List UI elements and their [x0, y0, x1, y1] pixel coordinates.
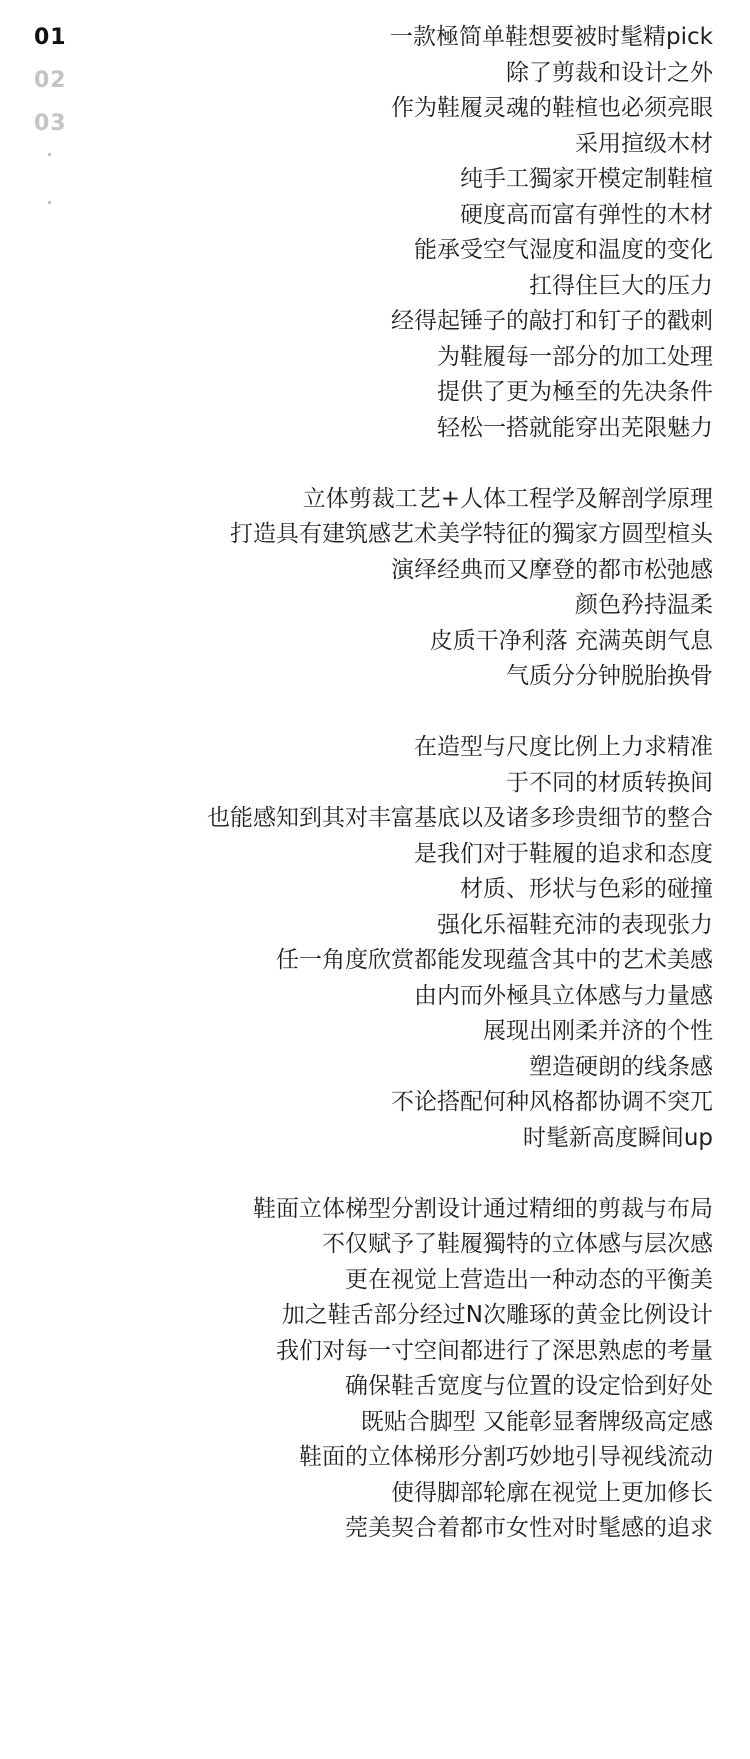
text-line: 颜色矜持温柔: [575, 592, 713, 618]
text-line: 作为鞋履灵魂的鞋楦也必须亮眼: [391, 95, 713, 121]
text-line: 塑造硬朗的线条感: [529, 1053, 713, 1080]
text-line: 鞋面立体梯型分割设计通过精细的剪裁与布局: [253, 1195, 713, 1222]
text-line: 于不同的材质转换间: [506, 769, 713, 796]
index-dot: [48, 201, 51, 204]
text-line: 扛得住巨大的压力: [529, 272, 713, 299]
text-line: 加之鞋舌部分经过N次雕琢的黄金比例设计: [281, 1302, 713, 1328]
paragraph-4: [73, 1192, 713, 1547]
text-line: 硬度高而富有弹性的木材: [460, 201, 713, 228]
text-line: 任一角度欣赏都能发现蕴含其中的艺术美感: [276, 947, 713, 973]
paragraph-2: [73, 482, 713, 695]
text-line: 采用揎级木材: [575, 130, 713, 157]
text-line: 鞋面的立体梯形分割巧妙地引导视线流动: [299, 1444, 713, 1470]
text-line: 既贴合脚型 又能彰显奢牌级高定感: [360, 1408, 713, 1435]
text-line: 莞美契合着都市女性对时髦感的追求: [345, 1515, 713, 1541]
text-line: 打造具有建筑感艺术美学特征的獨家方圆型楦头: [230, 521, 713, 547]
text-line: 确保鞋舌宽度与位置的设定恰到好处: [345, 1373, 713, 1399]
text-line: 提供了更为極至的先决条件: [437, 379, 713, 405]
text-line: 展现出刚柔并济的个性: [483, 1018, 713, 1044]
text-line: 立体剪裁工艺+人体工程学及解剖学原理: [302, 485, 713, 512]
paragraph-1: [73, 20, 713, 446]
text-line: 经得起锤子的敲打和钉子的戳刺: [391, 308, 713, 334]
text-line: 气质分分钟脱胎换骨: [506, 663, 713, 689]
section-index-03[interactable]: 03: [34, 111, 67, 136]
text-line: 纯手工獨家开模定制鞋楦: [460, 166, 713, 192]
text-line: 轻松一搭就能穿出芜限魅力: [437, 414, 713, 441]
text-line: 使得脚部轮廓在视觉上更加修长: [391, 1479, 713, 1506]
text-line: 为鞋履每一部分的加工处理: [437, 343, 713, 370]
index-dot: [48, 153, 51, 156]
paragraph-3: [73, 730, 713, 1156]
section-index-02[interactable]: 02: [34, 68, 67, 93]
text-line: 强化乐福鞋充沛的表现张力: [437, 911, 713, 938]
text-line: 一款極简单鞋想要被时髦精pick: [390, 24, 713, 50]
text-line: 在造型与尺度比例上力求精准: [414, 734, 713, 760]
text-line: 材质、形状与色彩的碰撞: [460, 876, 713, 902]
text-line: 也能感知到其对丰富基底以及诸多珍贵细节的整合: [207, 805, 713, 831]
text-line: 是我们对于鞋履的追求和态度: [414, 840, 713, 867]
text-line: 我们对每一寸空间都进行了深思熟虑的考量: [276, 1337, 713, 1364]
text-line: 不论搭配何种风格都协调不突兀: [391, 1089, 713, 1115]
text-line: 由内而外極具立体感与力量感: [414, 982, 713, 1009]
text-line: 能承受空气湿度和温度的变化: [414, 237, 713, 263]
text-line: 皮质干净利落 充满英朗气息: [429, 627, 713, 654]
text-line: 更在视觉上营造出一种动态的平衡美: [345, 1266, 713, 1293]
section-index-01[interactable]: 01: [34, 25, 67, 50]
text-line: 不仅赋予了鞋履獨特的立体感与层次感: [322, 1231, 713, 1257]
product-description: [73, 20, 713, 1547]
text-line: 演绎经典而又摩登的都市松弛感: [391, 556, 713, 583]
text-line: 除了剪裁和设计之外: [506, 59, 713, 86]
text-line: 时髦新高度瞬间up: [522, 1124, 713, 1151]
